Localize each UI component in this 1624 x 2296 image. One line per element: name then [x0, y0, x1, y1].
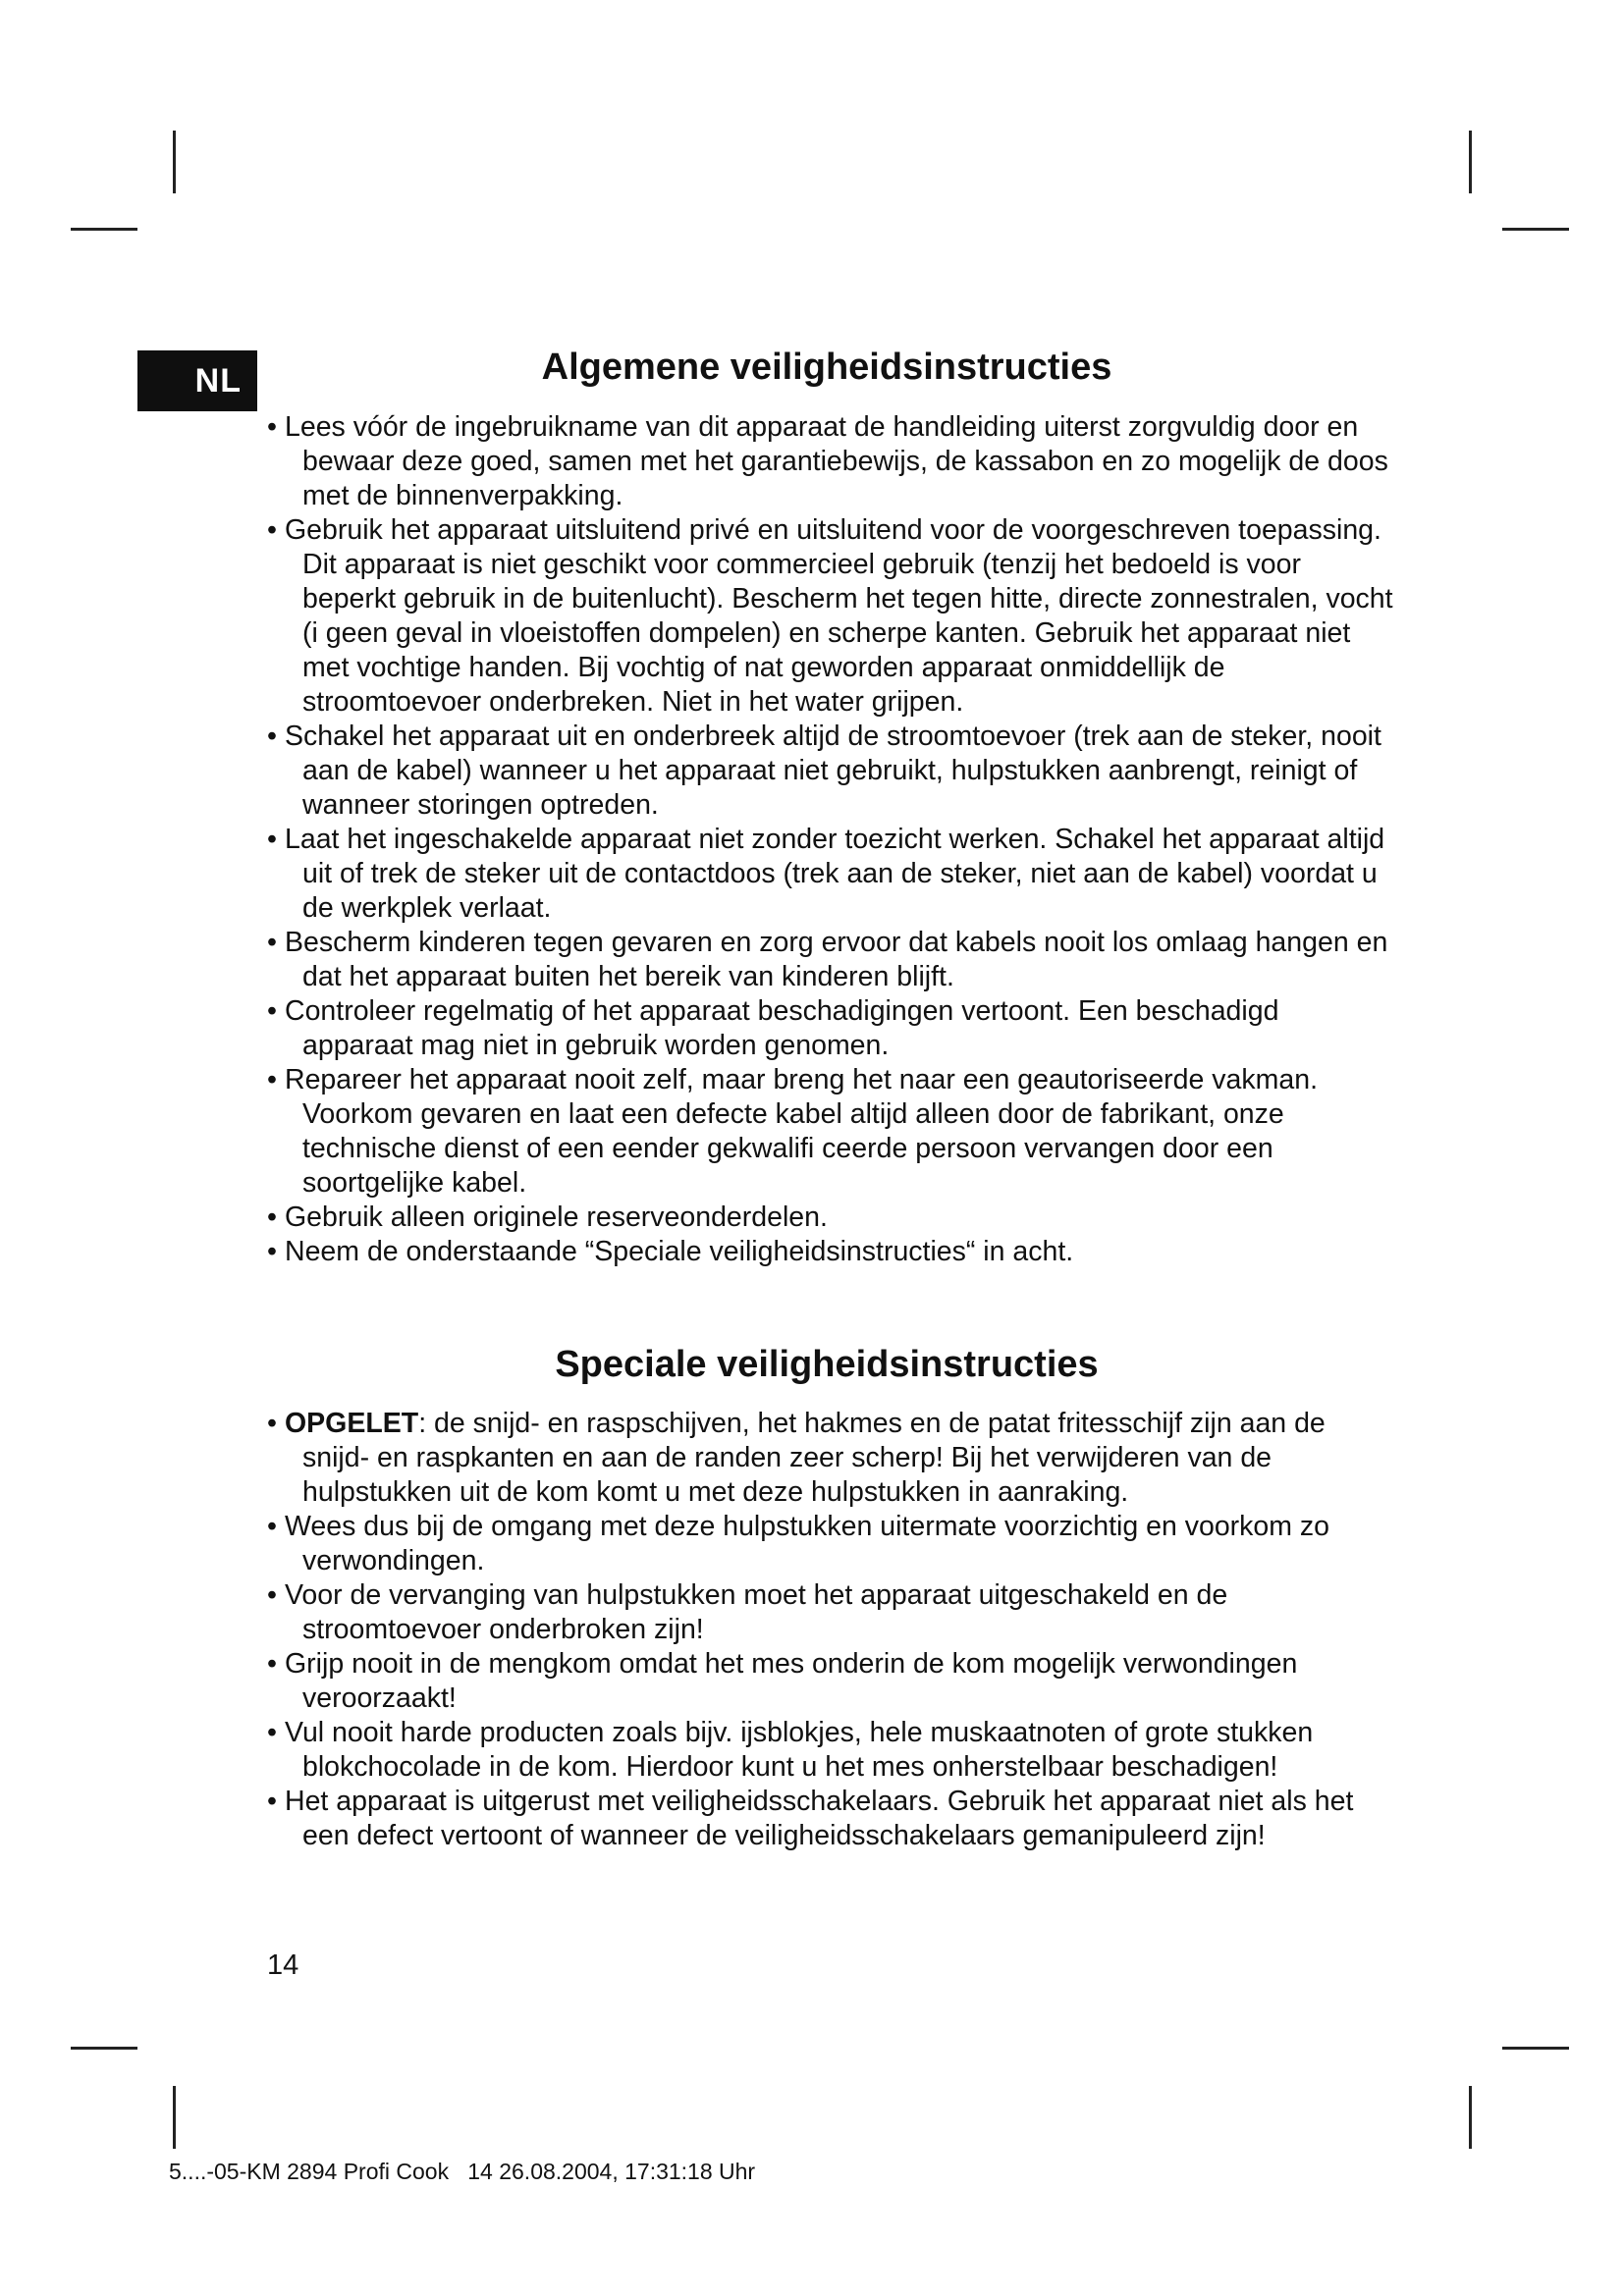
crop-mark-top-left-vertical	[173, 131, 176, 193]
page-number: 14	[267, 1949, 299, 1981]
list-item: • Lees vóór de ingebruikname van dit apparaat de handleiding uiterst zorgvuldig door en bewaar deze goed, samen met het garantiebewijs, de kassabon en zo mogelijk de doos met de binnenverpakking.	[267, 410, 1396, 513]
special-safety-list	[267, 1407, 1396, 1853]
list-item: • Voor de vervanging van hulpstukken moet het apparaat uitgeschakeld en de stroomtoevoer onderbroken zijn!	[267, 1578, 1396, 1647]
crop-mark-bottom-right-vertical	[1469, 2086, 1472, 2149]
list-item: • Gebruik alleen originele reserveonderdelen.	[267, 1201, 1396, 1235]
crop-mark-bottom-left-horizontal	[71, 2047, 137, 2050]
list-item: • Gebruik het apparaat uitsluitend privé en uitsluitend voor de voorgeschreven toepassing. Dit apparaat is niet geschikt voor commercieel gebruik (tenzij het bedoeld is voor beperkt gebruik in de buitenlucht). Bescherm het tegen hitte, directe zonnestralen, vocht (i geen geval in vloeistoffen dompelen) en scherpe kanten. Gebruik het apparaat niet met vochtige handen. Bij vochtig of nat geworden apparaat onmiddellijk de stroomtoevoer onderbreken. Niet in het water grijpen.	[267, 513, 1396, 720]
print-footer: 5....-05-KM 2894 Profi Cook 14 26.08.2004, 17:31:18 Uhr	[169, 2159, 756, 2184]
list-item: • Wees dus bij de omgang met deze hulpstukken uitermate voorzichtig en voorkom zo verwondingen.	[267, 1510, 1396, 1578]
general-safety-list	[267, 410, 1396, 1269]
list-item	[267, 1407, 1396, 1510]
section-title-general-safety: Algemene veiligheidsinstructies	[541, 347, 1112, 388]
list-item-text: : de snijd- en raspschijven, het hakmes en de patat fritesschijf zijn aan de snijd- en raspkanten en aan de randen zeer scherp! Bij het verwijderen van de hulpstukken uit de kom komt u met deze hulpstukken in aanraking.	[302, 1408, 1326, 1508]
list-item: • Controleer regelmatig of het apparaat beschadigingen vertoont. Een beschadigd apparaat mag niet in gebruik worden genomen.	[267, 994, 1396, 1063]
crop-mark-bottom-right-horizontal	[1502, 2047, 1569, 2050]
section-title-special-safety: Speciale veiligheidsinstructies	[555, 1344, 1099, 1385]
list-item: • Het apparaat is uitgerust met veiligheidsschakelaars. Gebruik het apparaat niet als het een defect vertoont of wanneer de veiligheidsschakelaars gemanipuleerd zijn!	[267, 1785, 1396, 1853]
list-item: • Vul nooit harde producten zoals bijv. ijsblokjes, hele muskaatnoten of grote stukken blokchocolade in de kom. Hierdoor kunt u het mes onherstelbaar beschadigen!	[267, 1716, 1396, 1785]
list-item: • Laat het ingeschakelde apparaat niet zonder toezicht werken. Schakel het apparaat altijd uit of trek de steker uit de contactdoos (trek aan de steker, niet aan de kabel) voordat u de werkplek verlaat.	[267, 823, 1396, 926]
crop-mark-top-right-horizontal	[1502, 228, 1569, 231]
crop-mark-top-left-horizontal	[71, 228, 137, 231]
list-item: • Neem de onderstaande “Speciale veiligheidsinstructies“ in acht.	[267, 1235, 1396, 1269]
list-item: • Repareer het apparaat nooit zelf, maar breng het naar een geautoriseerde vakman. Voorkom gevaren en laat een defecte kabel altijd alleen door de fabrikant, onze technische dienst of een eender gekwalifi ceerde persoon vervangen door een soortgelijke kabel.	[267, 1063, 1396, 1201]
list-item: • Grijp nooit in de mengkom omdat het mes onderin de kom mogelijk verwondingen veroorzaakt!	[267, 1647, 1396, 1716]
list-item: • Schakel het apparaat uit en onderbreek altijd de stroomtoevoer (trek aan de steker, nooit aan de kabel) wanneer u het apparaat niet gebruikt, hulpstukken aanbrengt, reinigt of wanneer storingen optreden.	[267, 720, 1396, 823]
crop-mark-bottom-left-vertical	[173, 2086, 176, 2149]
warning-lead: OPGELET	[285, 1408, 419, 1439]
list-item: • Bescherm kinderen tegen gevaren en zorg ervoor dat kabels nooit los omlaag hangen en dat het apparaat buiten het bereik van kinderen blijft.	[267, 926, 1396, 994]
crop-mark-top-right-vertical	[1469, 131, 1472, 193]
language-tab: NL	[137, 350, 257, 411]
